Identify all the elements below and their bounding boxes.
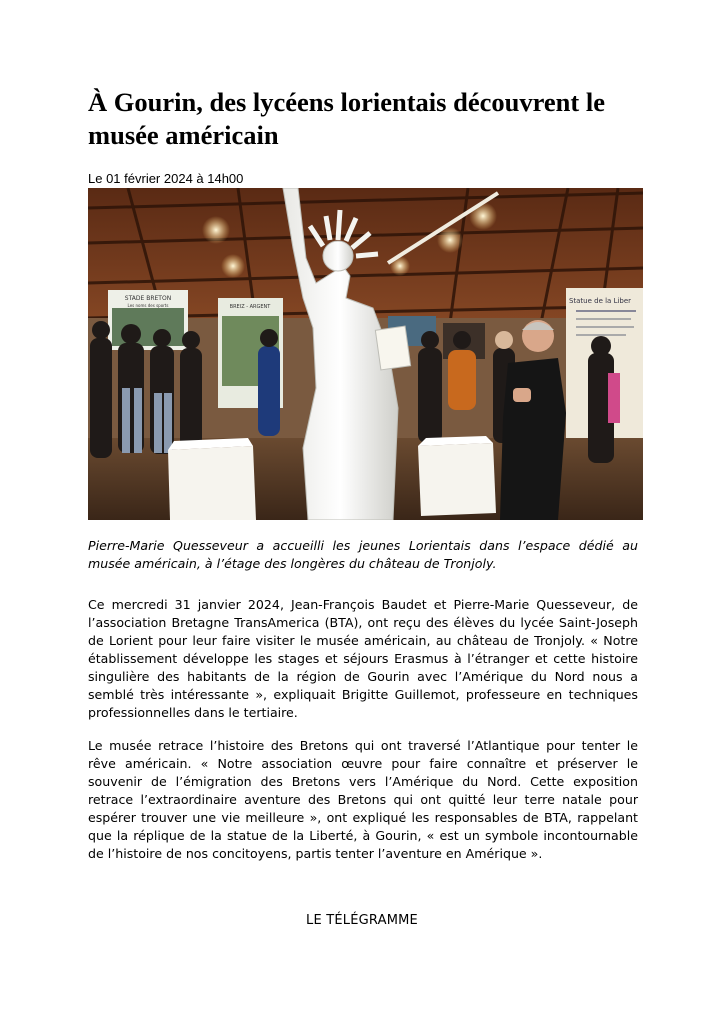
article-source: LE TÉLÉGRAMME bbox=[306, 913, 418, 928]
panel-right-heading: Statue de la Liber bbox=[568, 297, 632, 305]
article-title: À Gourin, des lycéens lorientais découvrent le musée américain bbox=[88, 87, 605, 150]
panel-left-subheading: Les noms des sports bbox=[127, 303, 169, 308]
panel-left-heading: STADE BRETON bbox=[124, 295, 172, 302]
photo-caption: Pierre-Marie Quesseveur a accueilli les jeunes Lorientais dans l’espace dédié au musée américain, à l’étage des longères du château de Tronjoly. bbox=[88, 538, 638, 571]
article-paragraph-1: Ce mercredi 31 janvier 2024, Jean-François Baudet et Pierre-Marie Quesseveur, de l’association Bretagne TransAmerica (BTA), ont reçu des élèves du lycée Saint-Joseph de Lorient pour leur faire visiter le musée américain, au château de Tronjoly. « Notre établissement développe les stages et séjours Erasmus à l’étranger et cette histoire singulière des habitants de la région de Gourin avec l’Amérique du Nord nous a semblé très intéressante », expliquait Brigitte Guillemot, professeure en techniques professionnelles dans le tertiaire. bbox=[88, 597, 638, 720]
panel-mid-heading: BREIZ - ARGENT bbox=[229, 304, 271, 310]
article-paragraph-2: Le musée retrace l’histoire des Bretons qui ont traversé l’Atlantique pour tenter le rêve américain. « Notre association œuvre pour faire connaître et préserver le souvenir de l’émigration des Bretons vers l’Amérique du Nord. Cette exposition retrace l’extraordinaire aventure des Bretons qui ont quitté leur terre natale pour espérer trouver une vie meilleure », ont expliqué les responsables de BTA, rappelant que la réplique de la statue de la Liberté, à Gourin, « est un symbole incontournable de l’histoire de nos concitoyens, partis tenter l’aventure en Amérique ». bbox=[88, 738, 638, 861]
article-photo bbox=[88, 188, 643, 520]
photo-illustration bbox=[88, 188, 643, 520]
article-date: Le 01 février 2024 à 14h00 bbox=[88, 171, 244, 186]
